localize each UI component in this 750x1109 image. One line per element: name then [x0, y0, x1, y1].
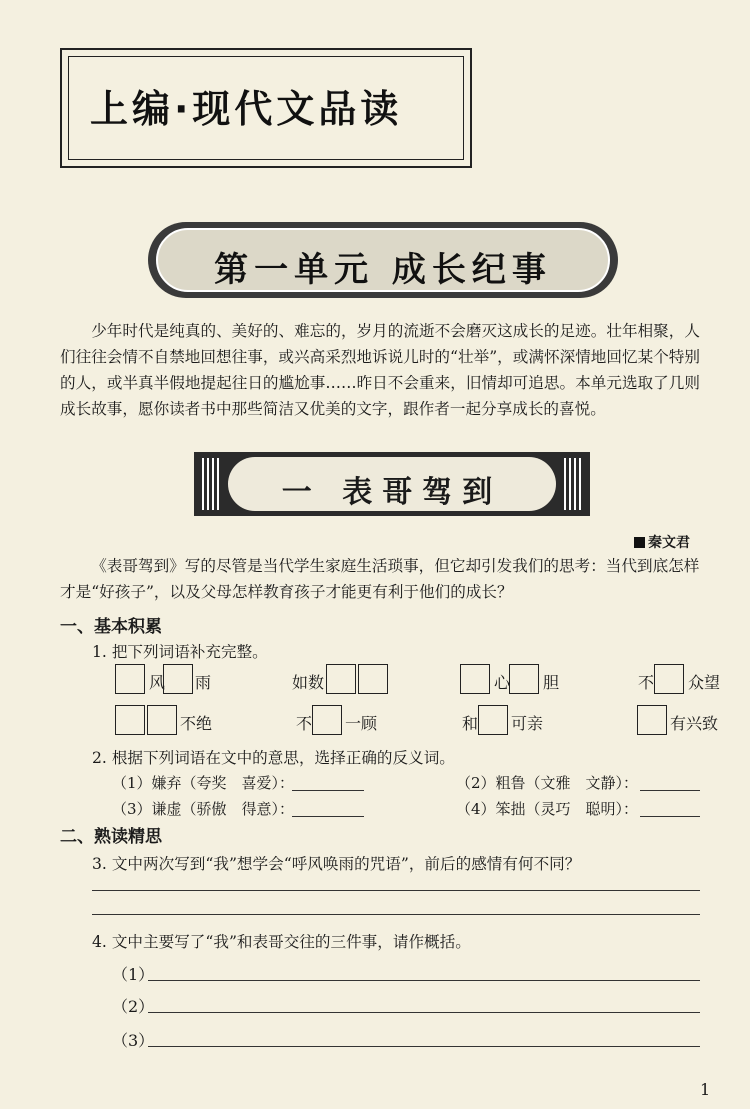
section-heading-basic: 一、基本积累 — [60, 617, 162, 637]
antonym-item: （2）粗鲁（文雅 文静）： — [456, 774, 639, 792]
lesson-banner — [194, 452, 590, 516]
antonym-item: （4）笨拙（灵巧 聪明）： — [456, 800, 639, 818]
blank-box[interactable] — [312, 705, 342, 735]
part-title: 上编·现代文品读 — [90, 87, 403, 131]
word-fragment: 可亲 — [511, 714, 544, 733]
blank-box[interactable] — [460, 664, 490, 694]
bleed-through-text — [490, 44, 570, 67]
antonym-item: （1）嫌弃（夸奖 喜爱）： — [112, 774, 295, 792]
unit-banner — [148, 222, 618, 298]
answer-line[interactable] — [640, 816, 700, 817]
part-title-box — [60, 48, 472, 168]
word-fragment: 不 — [296, 714, 313, 733]
question-1: 1. 把下列词语补充完整。 — [92, 643, 268, 661]
answer-line[interactable] — [92, 890, 700, 891]
word-fragment: 胆 — [543, 673, 560, 692]
answer-label: （1） — [112, 965, 155, 984]
answer-line[interactable] — [292, 790, 364, 791]
answer-line[interactable] — [640, 790, 700, 791]
blank-box[interactable] — [163, 664, 193, 694]
blank-box[interactable] — [509, 664, 539, 694]
blank-box[interactable] — [115, 664, 145, 694]
answer-label: （2） — [112, 997, 155, 1016]
word-fragment: 不 — [638, 673, 655, 692]
answer-line[interactable] — [92, 914, 700, 915]
word-fragment: 雨 — [195, 673, 212, 692]
unit-title: 第一单元 成长纪事 — [214, 250, 552, 290]
word-fragment: 心 — [494, 673, 511, 692]
word-fragment: 风 — [149, 673, 166, 692]
question-2: 2. 根据下列词语在文中的意思，选择正确的反义词。 — [92, 749, 455, 767]
question-4: 4. 文中主要写了“我”和表哥交往的三件事，请作概括。 — [92, 933, 471, 951]
answer-line[interactable] — [148, 1046, 700, 1047]
word-fragment: 一顾 — [345, 714, 378, 733]
antonym-item: （3）谦虚（骄傲 得意）： — [112, 800, 295, 818]
blank-box[interactable] — [326, 664, 356, 694]
unit-intro: 少年时代是纯真的、美好的、难忘的，岁月的流逝不会磨灭这成长的足迹。壮年相聚，人们往往会情不自禁地回想往事，或兴高采烈地诉说儿时的“壮举”，或满怀深情地回忆某个特别的人，或半真半假地提起往日的尴尬事……昨日不会重来，旧情却可追思。本单元选取了几则成长故事，愿你读者书中那些简洁又优美的文字，跟作者一起分享成长的喜悦。 — [60, 322, 700, 418]
word-fragment: 不绝 — [180, 714, 213, 733]
question-3: 3. 文中两次写到“我”想学会“呼风唤雨的咒语”，前后的感情有何不同？ — [92, 855, 581, 873]
answer-line[interactable] — [292, 816, 364, 817]
answer-line[interactable] — [148, 980, 700, 981]
blank-box[interactable] — [478, 705, 508, 735]
lesson-title: 一 表哥驾到 — [281, 475, 503, 510]
blank-box[interactable] — [358, 664, 388, 694]
blank-box[interactable] — [654, 664, 684, 694]
word-fragment: 和 — [462, 714, 479, 733]
blank-box[interactable] — [147, 705, 177, 735]
blank-box[interactable] — [637, 705, 667, 735]
author-name: 秦文君 — [634, 532, 690, 552]
blank-box[interactable] — [115, 705, 145, 735]
answer-label: （3） — [112, 1031, 155, 1050]
section-heading-reading: 二、熟读精思 — [60, 827, 162, 847]
answer-line[interactable] — [148, 1012, 700, 1013]
word-fragment: 如数 — [292, 673, 325, 692]
page-number: 1 — [700, 1080, 711, 1099]
word-fragment: 众望 — [688, 673, 721, 692]
lesson-summary: 《表哥驾到》写的尽管是当代学生家庭生活琐事，但它却引发我们的思考：当代到底怎样才是“好孩子”，以及父母怎样教育孩子才能更有利于他们的成长？ — [60, 557, 700, 601]
word-fragment: 有兴致 — [670, 714, 719, 733]
